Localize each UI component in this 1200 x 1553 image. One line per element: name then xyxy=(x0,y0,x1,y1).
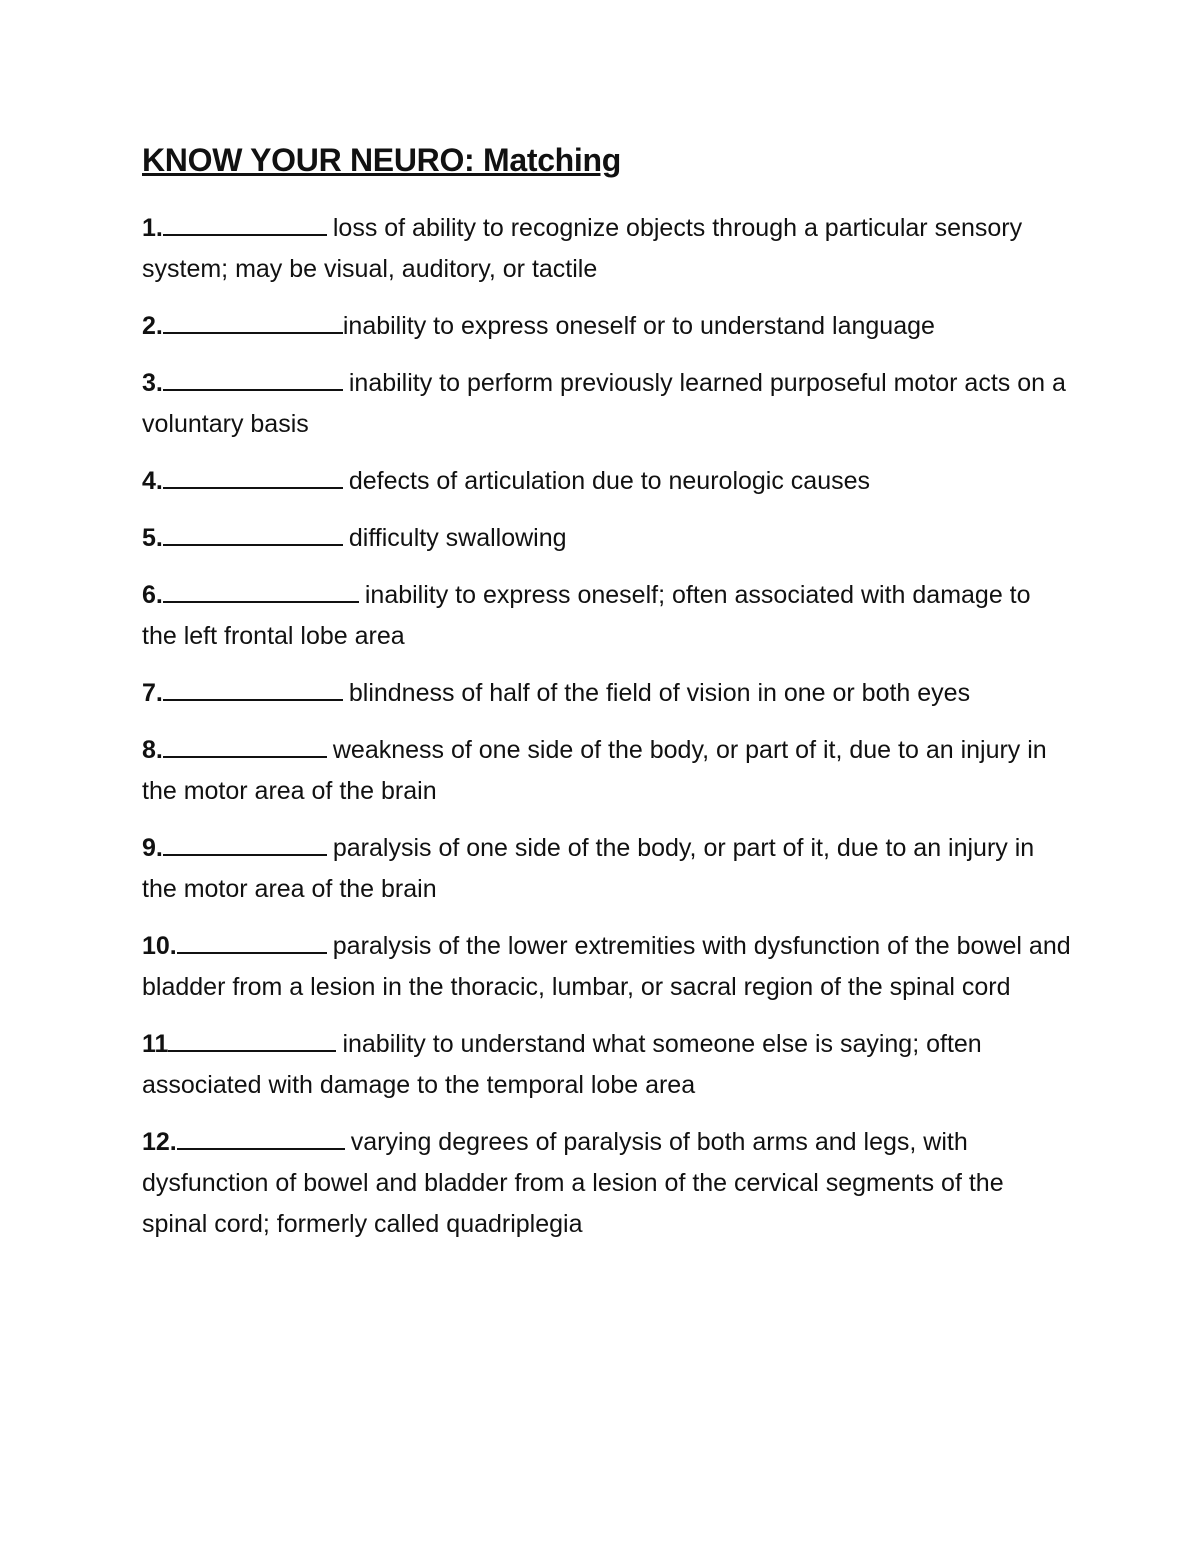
answer-blank[interactable] xyxy=(163,365,343,391)
item-definition: weakness of one side of the body, or part of it, due to an injury in the motor area of the brain xyxy=(142,736,1047,805)
item-number: 11 xyxy=(142,1030,169,1058)
item-number: 8. xyxy=(142,736,163,764)
item-number: 2. xyxy=(142,312,163,340)
list-item xyxy=(142,926,1072,1008)
item-definition: inability to express oneself; often associated with damage to the left frontal lobe area xyxy=(142,581,1031,650)
list-item xyxy=(142,208,1072,290)
list-item xyxy=(142,461,1072,502)
item-definition: paralysis of the lower extremities with dysfunction of the bowel and bladder from a lesion in the thoracic, lumbar, or sacral region of the spinal cord xyxy=(142,932,1071,1001)
answer-blank[interactable] xyxy=(163,463,343,489)
item-number: 5. xyxy=(142,524,163,552)
answer-blank[interactable] xyxy=(163,520,343,546)
answer-blank[interactable] xyxy=(177,1124,345,1150)
answer-blank[interactable] xyxy=(163,577,359,603)
list-item xyxy=(142,363,1072,445)
item-number: 10. xyxy=(142,932,177,960)
list-item xyxy=(142,730,1072,812)
page-title: KNOW YOUR NEURO: Matching xyxy=(142,142,622,178)
item-definition: defects of articulation due to neurologic causes xyxy=(348,467,871,495)
item-number: 4. xyxy=(142,467,163,495)
item-definition: inability to perform previously learned purposeful motor acts on a voluntary basis xyxy=(142,369,1066,438)
list-item xyxy=(142,1122,1072,1245)
item-definition: difficulty swallowing xyxy=(348,524,567,552)
item-definition: paralysis of one side of the body, or part of it, due to an injury in the motor area of the brain xyxy=(142,834,1035,903)
list-item xyxy=(142,306,1072,347)
list-item xyxy=(142,1024,1072,1106)
answer-blank[interactable] xyxy=(168,1026,336,1052)
list-item xyxy=(142,828,1072,910)
answer-blank[interactable] xyxy=(163,732,327,758)
item-definition: varying degrees of paralysis of both arms and legs, with dysfunction of bowel and bladder from a lesion of the cervical segments of the spinal cord; formerly called quadriplegia xyxy=(142,1128,1004,1238)
answer-blank[interactable] xyxy=(177,928,327,954)
list-item xyxy=(142,575,1072,657)
answer-blank[interactable] xyxy=(163,210,327,236)
worksheet xyxy=(142,140,1072,1261)
item-definition: blindness of half of the field of vision in one or both eyes xyxy=(348,679,971,707)
item-definition: inability to understand what someone else is saying; often associated with damage to the temporal lobe area xyxy=(142,1030,982,1099)
answer-blank[interactable] xyxy=(163,830,327,856)
answer-blank[interactable] xyxy=(163,308,343,334)
item-number: 6. xyxy=(142,581,163,609)
item-definition: inability to express oneself or to understand language xyxy=(342,312,935,340)
item-number: 12. xyxy=(142,1128,177,1156)
item-number: 9. xyxy=(142,834,163,862)
item-number: 3. xyxy=(142,369,163,397)
item-definition: loss of ability to recognize objects through a particular sensory system; may be visual, auditory, or tactile xyxy=(142,214,1023,283)
list-item xyxy=(142,673,1072,714)
answer-blank[interactable] xyxy=(163,675,343,701)
item-number: 1. xyxy=(142,214,163,242)
list-item xyxy=(142,518,1072,559)
item-number: 7. xyxy=(142,679,163,707)
